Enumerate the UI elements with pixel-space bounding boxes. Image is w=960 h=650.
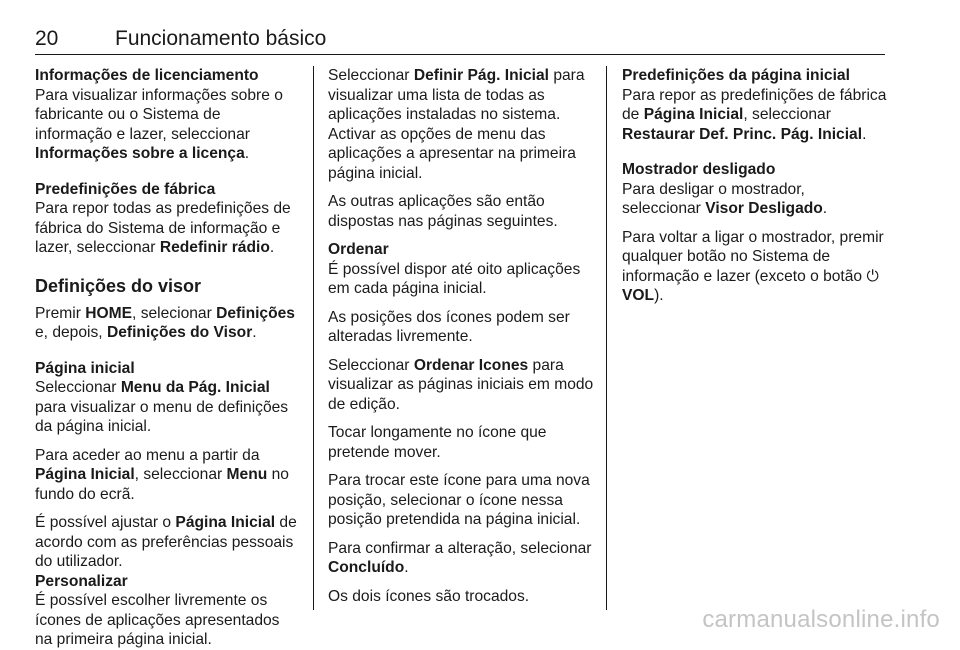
menu-term: Menu da Pág. Inicial xyxy=(120,379,270,396)
body-text: , seleccionar xyxy=(743,106,831,123)
body-text: Para repor todas as predefinições de fábrica do Sistema de informação e lazer, seleccionar xyxy=(35,200,291,256)
menu-term: Restaurar Def. Princ. Pág. Inicial xyxy=(622,125,863,143)
body-text: É possível ajustar o xyxy=(35,514,176,531)
confirm-paragraph xyxy=(328,539,594,578)
menu-term: VOL xyxy=(622,287,655,304)
menu-term: Página Inicial xyxy=(175,514,276,531)
display-instructions xyxy=(35,304,301,343)
body-text: de acordo com as preferências pessoais do utilizador. xyxy=(35,514,297,570)
positions-paragraph xyxy=(328,308,594,347)
define-paragraph xyxy=(328,66,594,183)
menu-term: Visor Desligado xyxy=(705,200,823,217)
menu-term: Menu xyxy=(226,466,268,483)
body-text: ). xyxy=(654,287,664,304)
adjust-paragraph xyxy=(35,513,301,572)
section-home-page xyxy=(35,359,301,437)
page-number: 20 xyxy=(35,27,59,50)
section-heading: Página inicial xyxy=(35,359,135,377)
menu-term: Página Inicial xyxy=(643,106,744,123)
section-heading: Informações de licenciamento xyxy=(35,67,259,84)
body-text: . xyxy=(252,324,257,341)
body-text: . xyxy=(269,239,275,256)
menu-term: Redefinir rádio xyxy=(159,239,270,256)
section-title: Definições do visor xyxy=(35,275,202,296)
section-display-off xyxy=(622,160,888,219)
page-header xyxy=(35,28,885,55)
section-heading: Ordenar xyxy=(328,241,389,258)
menu-term: Página Inicial xyxy=(35,466,135,483)
body-text: É possível escolher livremente os ícones de aplicações apresentados na primeira página inicial. xyxy=(35,592,280,648)
body-text: . xyxy=(822,200,828,217)
body-text: . xyxy=(244,145,250,162)
body-text: Para visualizar informações sobre o fabricante ou o Sistema de informação e lazer, seleccionar xyxy=(35,86,283,143)
body-text: Seleccionar xyxy=(328,356,414,374)
menu-term: Definições xyxy=(216,304,295,322)
section-heading: Predefinições da página inicial xyxy=(622,67,850,84)
watermark: carmanualsonline.info xyxy=(702,606,940,633)
body-text: Para aceder ao menu a partir da xyxy=(35,446,260,464)
section-heading: Personalizar xyxy=(35,572,128,590)
column-divider xyxy=(606,66,607,610)
body-text: Tocar longamente no ícone que pretende mover. xyxy=(328,424,547,461)
column-right xyxy=(622,66,888,315)
body-text: Para confirmar a alteração, selecionar xyxy=(328,539,592,557)
body-text: , seleccionar xyxy=(134,466,227,483)
menu-term: Informações sobre a licença xyxy=(35,145,245,162)
body-text: . xyxy=(404,559,409,576)
display-on-paragraph xyxy=(622,228,888,306)
body-text: É possível dispor até oito aplicações em cada página inicial. xyxy=(328,260,581,297)
menu-term: HOME xyxy=(85,304,133,322)
body-text: . xyxy=(862,125,867,143)
section-factory xyxy=(35,180,301,258)
body-text: Os dois ícones são trocados. xyxy=(328,587,530,605)
body-text: Para voltar a ligar o mostrador, premir qualquer botão no Sistema de informação e lazer (exceto o botão xyxy=(622,228,884,285)
page-title: Funcionamento básico xyxy=(115,27,327,50)
menu-term: Definições do Visor xyxy=(106,324,253,341)
column-divider xyxy=(313,66,314,610)
column-middle xyxy=(328,66,594,615)
body-text: e, depois, xyxy=(35,324,107,341)
body-text: para visualizar as páginas iniciais em modo de edição. xyxy=(328,356,594,413)
body-text: no fundo do ecrã. xyxy=(35,466,289,503)
body-text: Premir xyxy=(35,304,86,322)
body-text: Seleccionar xyxy=(35,379,121,396)
swap-paragraph xyxy=(328,471,594,530)
body-text: , selecionar xyxy=(132,304,217,322)
body-text: para visualizar uma lista de todas as aplicações instaladas no sistema. Activar as opções de menu das aplicações a apresentar na primeira página inicial. xyxy=(328,67,585,182)
section-order xyxy=(328,240,594,299)
section-licensing xyxy=(35,66,301,164)
body-text: Para trocar este ícone para uma nova posição, selecionar o ícone nessa posição pretendida na página inicial. xyxy=(328,472,590,528)
touch-paragraph xyxy=(328,423,594,462)
access-paragraph xyxy=(35,446,301,505)
body-text: Para desligar o mostrador, seleccionar xyxy=(622,180,805,217)
sort-paragraph xyxy=(328,356,594,415)
swapped-paragraph xyxy=(328,587,594,607)
body-text: Seleccionar xyxy=(328,67,414,84)
menu-term: Ordenar Icones xyxy=(413,356,529,374)
body-text: Para repor as predefinições de fábrica de xyxy=(622,86,887,123)
body-text: As posições dos ícones podem ser alteradas livremente. xyxy=(328,308,570,345)
power-icon: ⏻ xyxy=(866,267,879,285)
section-customize xyxy=(35,572,301,650)
column-left xyxy=(35,66,301,650)
menu-term: Concluído xyxy=(328,559,405,576)
section-home-presets xyxy=(622,66,888,144)
others-paragraph xyxy=(328,192,594,231)
menu-term: Definir Pág. Inicial xyxy=(413,67,549,84)
section-heading: Mostrador desligado xyxy=(622,161,776,178)
body-text: para visualizar o menu de definições da página inicial. xyxy=(35,398,289,435)
section-heading: Predefinições de fábrica xyxy=(35,180,216,198)
body-text: As outras aplicações são então dispostas nas páginas seguintes. xyxy=(328,193,558,230)
